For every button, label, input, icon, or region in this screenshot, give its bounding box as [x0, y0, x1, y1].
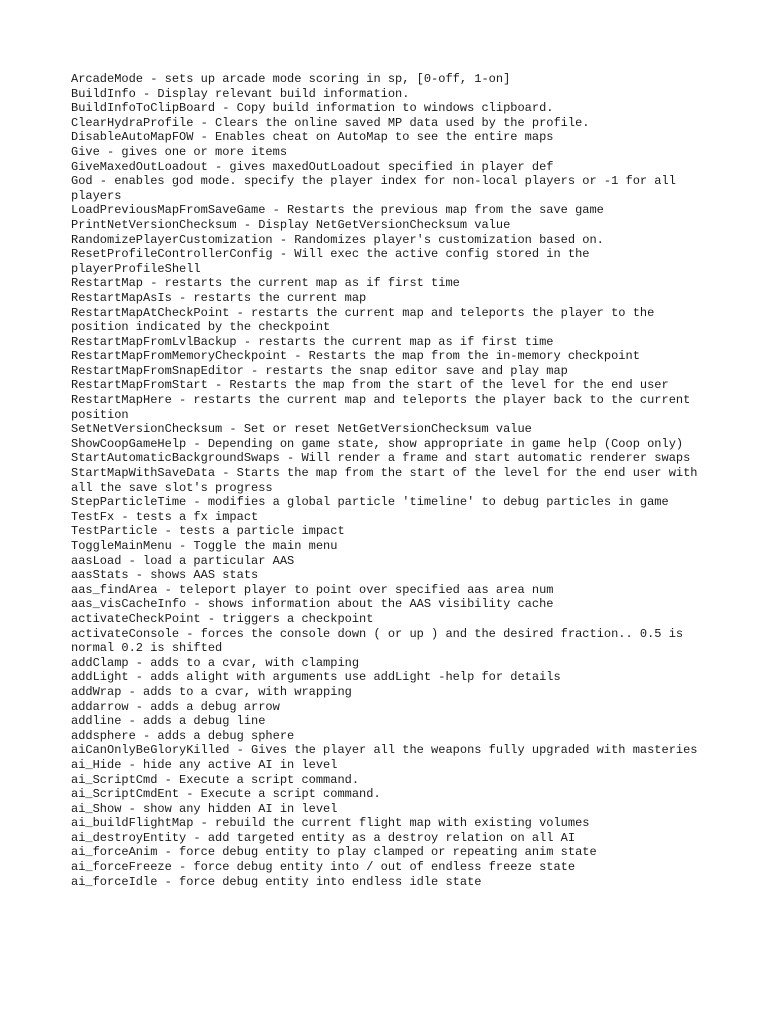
list-item: ToggleMainMenu - Toggle the main menu	[71, 539, 338, 553]
list-item: activateConsole - forces the console down ( or up ) and the desired fraction.. 0.5 is normal 0.2 is shifted	[71, 626, 691, 656]
list-item: StartAutomaticBackgroundSwaps - Will render a frame and start automatic renderer swaps	[71, 451, 691, 466]
list-item: ai_Show - show any hidden AI in level	[71, 801, 338, 816]
list-item: GiveMaxedOutLoadout - gives maxedOutLoadout specified in player def	[71, 159, 554, 174]
list-item: LoadPreviousMapFromSaveGame - Restarts the previous map from the save game	[71, 203, 604, 218]
list-item: ShowCoopGameHelp - Depending on game state, show appropriate in game help (Coop only)	[71, 436, 684, 451]
list-item: aasStats - shows AAS stats	[71, 568, 259, 583]
list-item: ResetProfileControllerConfig - Will exec the active config stored in the playerProfileShell	[71, 247, 597, 276]
list-item: aas_visCacheInfo - shows information about the AAS visibility cache	[71, 597, 554, 612]
list-item: addsphere - adds a debug sphere	[71, 728, 295, 743]
list-item: ai_forceIdle - force debug entity into endless idle state	[71, 874, 482, 889]
list-item: aasLoad - load a particular AAS	[71, 553, 295, 568]
list-item: StartMapWithSaveData - Starts the map from the start of the level for the end user with all the save slot's progress	[71, 466, 705, 495]
list-item: ArcadeMode - sets up arcade mode scoring in sp, [0-off, 1-on]	[71, 72, 511, 86]
list-item: TestFx - tests a fx impact	[71, 509, 259, 524]
list-item: BuildInfo - Display relevant build information.	[71, 86, 410, 101]
list-item: addline - adds a debug line	[71, 714, 266, 729]
list-item: ai_buildFlightMap - rebuild the current flight map with existing volumes	[71, 816, 590, 831]
list-item: aiCanOnlyBeGloryKilled - Gives the player all the weapons fully upgraded with masteries	[71, 743, 698, 758]
list-item: aas_findArea - teleport player to point over specified aas area num	[71, 582, 554, 597]
list-item: addLight - adds alight with arguments use addLight -help for details	[71, 670, 561, 685]
list-item: addarrow - adds a debug arrow	[71, 699, 280, 714]
list-item: RestartMapFromLvlBackup - restarts the current map as if first time	[71, 334, 554, 349]
list-item: RestartMapFromMemoryCheckpoint - Restarts the map from the in-memory checkpoint	[71, 349, 640, 364]
list-item: ai_ScriptCmd - Execute a script command.	[71, 772, 360, 787]
list-item: RestartMapFromSnapEditor - restarts the snap editor save and play map	[71, 363, 568, 378]
list-item: DisableAutoMapFOW - Enables cheat on AutoMap to see the entire maps	[71, 130, 554, 145]
list-item: SetNetVersionChecksum - Set or reset NetGetVersionChecksum value	[71, 422, 532, 437]
list-item: Give - gives one or more items	[71, 144, 288, 159]
list-item: RestartMapFromStart - Restarts the map from the start of the level for the end user	[71, 378, 669, 393]
list-item: addClamp - adds to a cvar, with clamping	[71, 655, 360, 670]
list-item: RandomizePlayerCustomization - Randomizes player's customization based on.	[71, 232, 604, 247]
list-item: ai_forceFreeze - force debug entity into / out of endless freeze state	[71, 860, 576, 875]
list-item: ai_destroyEntity - add targeted entity as a destroy relation on all AI	[71, 830, 576, 845]
list-item: ai_Hide - hide any active AI in level	[71, 757, 338, 772]
list-item: God - enables god mode. specify the player index for non-local players or -1 for all players	[71, 174, 684, 203]
list-item: activateCheckPoint - triggers a checkpoint	[71, 611, 374, 626]
list-item: RestartMapHere - restarts the current map and teleports the player back to the current position	[71, 393, 698, 422]
list-item: ClearHydraProfile - Clears the online saved MP data used by the profile.	[71, 115, 590, 130]
list-item: ai_forceAnim - force debug entity to play clamped or repeating anim state	[71, 845, 597, 860]
list-item: TestParticle - tests a particle impact	[71, 524, 345, 539]
list-item: addWrap - adds to a cvar, with wrapping	[71, 684, 352, 699]
list-item: BuildInfoToClipBoard - Copy build information to windows clipboard.	[71, 101, 554, 116]
list-item: StepParticleTime - modifies a global particle 'timeline' to debug particles in game	[71, 495, 669, 510]
list-item: ai_ScriptCmdEnt - Execute a script command.	[71, 787, 381, 802]
list-item: RestartMapAsIs - restarts the current map	[71, 290, 367, 305]
list-item: PrintNetVersionChecksum - Display NetGetVersionChecksum value	[71, 217, 511, 232]
command-list	[71, 72, 711, 889]
list-item: RestartMapAtCheckPoint - restarts the current map and teleports the player to the position indicated by the checkpoint	[71, 305, 662, 335]
list-item: RestartMap - restarts the current map as if first time	[71, 276, 460, 291]
